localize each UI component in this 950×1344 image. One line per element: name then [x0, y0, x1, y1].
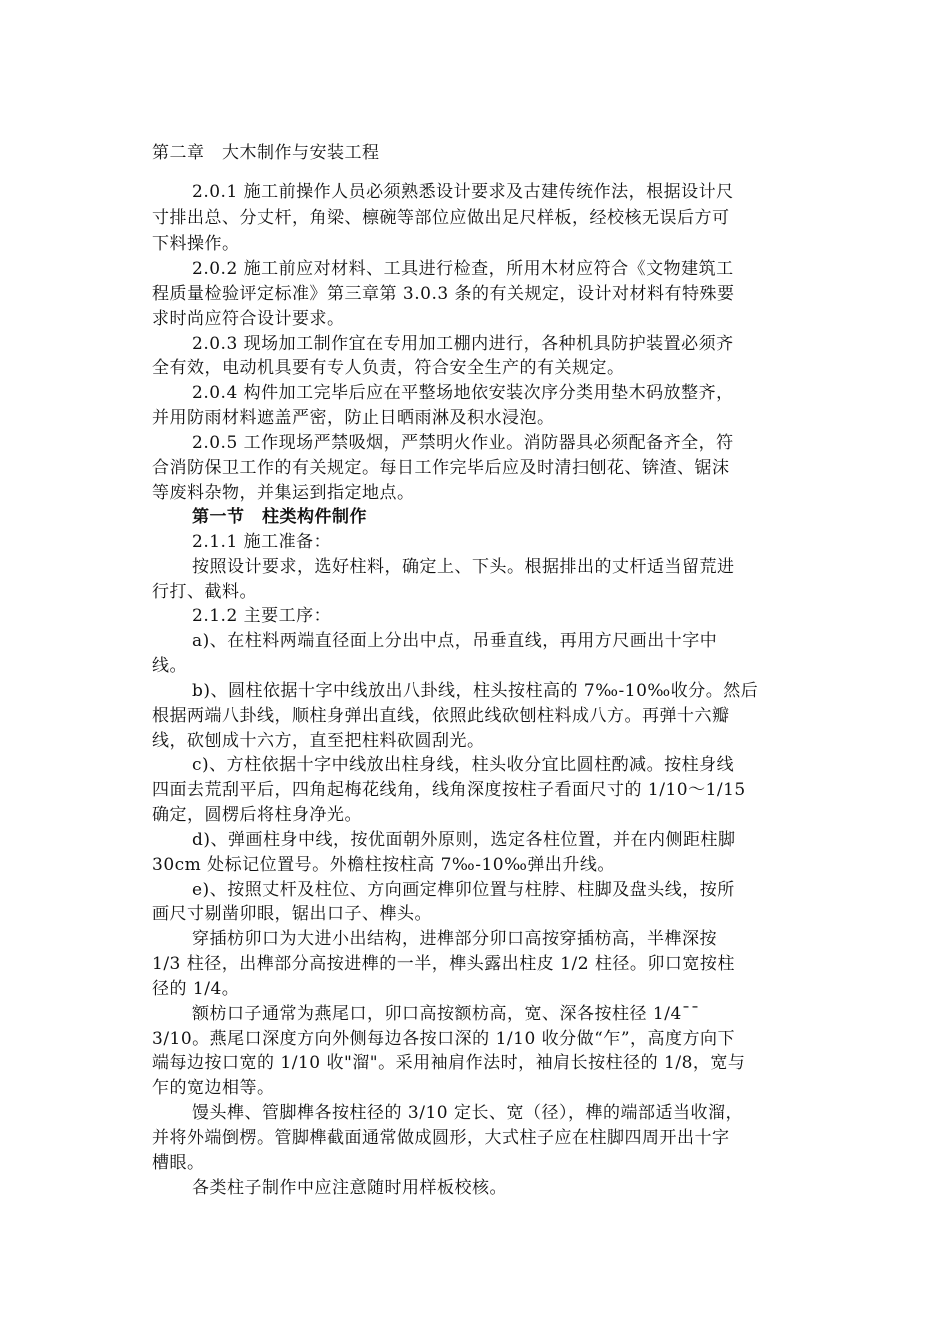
text-line: 寸排出总、分丈杆，角梁、檩碗等部位应做出足尺样板，经校核无误后方可 [152, 208, 730, 228]
text-line: c)、方柱依据十字中线放出柱身线，柱头收分宜比圆柱酌减。按柱身线 [192, 755, 735, 775]
text-line: 30cm 处标记位置号。外檐柱按柱高 7‰-10‰弹出升线。 [152, 855, 615, 875]
section-heading: 第一节 柱类构件制作 [192, 507, 367, 527]
text-line: 并将外端倒楞。管脚榫截面通常做成圆形，大式柱子应在柱脚四周开出十字 [152, 1128, 730, 1148]
text-line: e)、按照丈杆及柱位、方向画定榫卯位置与柱脖、柱脚及盘头线，按所 [192, 880, 735, 900]
text-line: 端每边按口宽的 1/10 收"溜"。采用袖肩作法时，袖肩长按柱径的 1/8，宽与 [152, 1053, 746, 1073]
text-line: 并用防雨材料遮盖严密，防止日晒雨淋及积水浸泡。 [152, 408, 555, 428]
text-line: 2.0.5 工作现场严禁吸烟，严禁明火作业。消防器具必须配备齐全，符 [192, 433, 734, 453]
text-line: 根据两端八卦线，顺柱身弹出直线，依照此线砍刨柱料成八方。再弹十六瓣 [152, 706, 730, 726]
text-line: 确定，圆楞后将柱身净光。 [152, 805, 362, 825]
text-line: 额枋口子通常为燕尾口，卯口高按额枋高，宽、深各按柱径 1/4¯¯ [192, 1004, 700, 1024]
text-line: d)、弹画柱身中线，按优面朝外原则，选定各柱位置，并在内侧距柱脚 [192, 830, 736, 850]
text-line: 下料操作。 [152, 234, 240, 254]
text-line: 四面去荒刮平后，四角起梅花线角，线角深度按柱子看面尺寸的 1/10～1/15 [152, 780, 746, 800]
text-line: 线。 [152, 656, 187, 676]
text-line: 2.0.2 施工前应对材料、工具进行检查，所用木材应符合《文物建筑工 [192, 259, 734, 279]
text-line: 2.1.1 施工准备： [192, 532, 332, 552]
text-line: 2.0.3 现场加工制作宜在专用加工棚内进行，各种机具防护装置必须齐 [192, 334, 734, 354]
text-line: 槽眼。 [152, 1153, 205, 1173]
text-line: b)、圆柱依据十字中线放出八卦线，柱头按柱高的 7‰-10‰收分。然后 [192, 681, 759, 701]
text-line: 求时尚应符合设计要求。 [152, 309, 345, 329]
text-line: 2.0.1 施工前操作人员必须熟悉设计要求及古建传统作法，根据设计尺 [192, 182, 734, 202]
text-line: 按照设计要求，选好柱料，确定上、下头。根据排出的丈杆适当留荒进 [192, 557, 735, 577]
text-line: 穿插枋卯口为大进小出结构，进榫部分卯口高按穿插枋高，半榫深按 [192, 929, 717, 949]
text-line: 各类柱子制作中应注意随时用样板校核。 [192, 1178, 507, 1198]
text-line: 2.1.2 主要工序： [192, 606, 332, 626]
text-line: 2.0.4 构件加工完毕后应在平整场地依安装次序分类用垫木码放整齐， [192, 383, 734, 403]
text-line: 乍的宽边相等。 [152, 1078, 275, 1098]
text-line: 合消防保卫工作的有关规定。每日工作完毕后应及时清扫刨花、锛渣、锯沫 [152, 458, 730, 478]
text-line: 馒头榫、管脚榫各按柱径的 3/10 定长、宽（径），榫的端部适当收溜， [192, 1103, 743, 1123]
text-line: 程质量检验评定标准》第三章第 3.0.3 条的有关规定，设计对材料有特殊要 [152, 284, 735, 304]
text-line: 3/10。燕尾口深度方向外侧每边各按口深的 1/10 收分做“乍”，高度方向下 [152, 1029, 736, 1049]
chapter-title: 第二章 大木制作与安装工程 [152, 143, 380, 163]
text-line: 画尺寸剔凿卯眼，锯出口子、榫头。 [152, 904, 432, 924]
text-line: 全有效，电动机具要有专人负责，符合安全生产的有关规定。 [152, 358, 625, 378]
text-line: 径的 1/4。 [152, 979, 240, 999]
text-line: 等废料杂物，并集运到指定地点。 [152, 483, 415, 503]
text-line: 线，砍刨成十六方，直至把柱料砍圆刮光。 [152, 731, 485, 751]
text-line: 行打、截料。 [152, 582, 257, 602]
text-line: a)、在柱料两端直径面上分出中点，吊垂直线，再用方尺画出十字中 [192, 631, 718, 651]
text-line: 1/3 柱径，出榫部分高按进榫的一半，榫头露出柱皮 1/2 柱径。卯口宽按柱 [152, 954, 735, 974]
